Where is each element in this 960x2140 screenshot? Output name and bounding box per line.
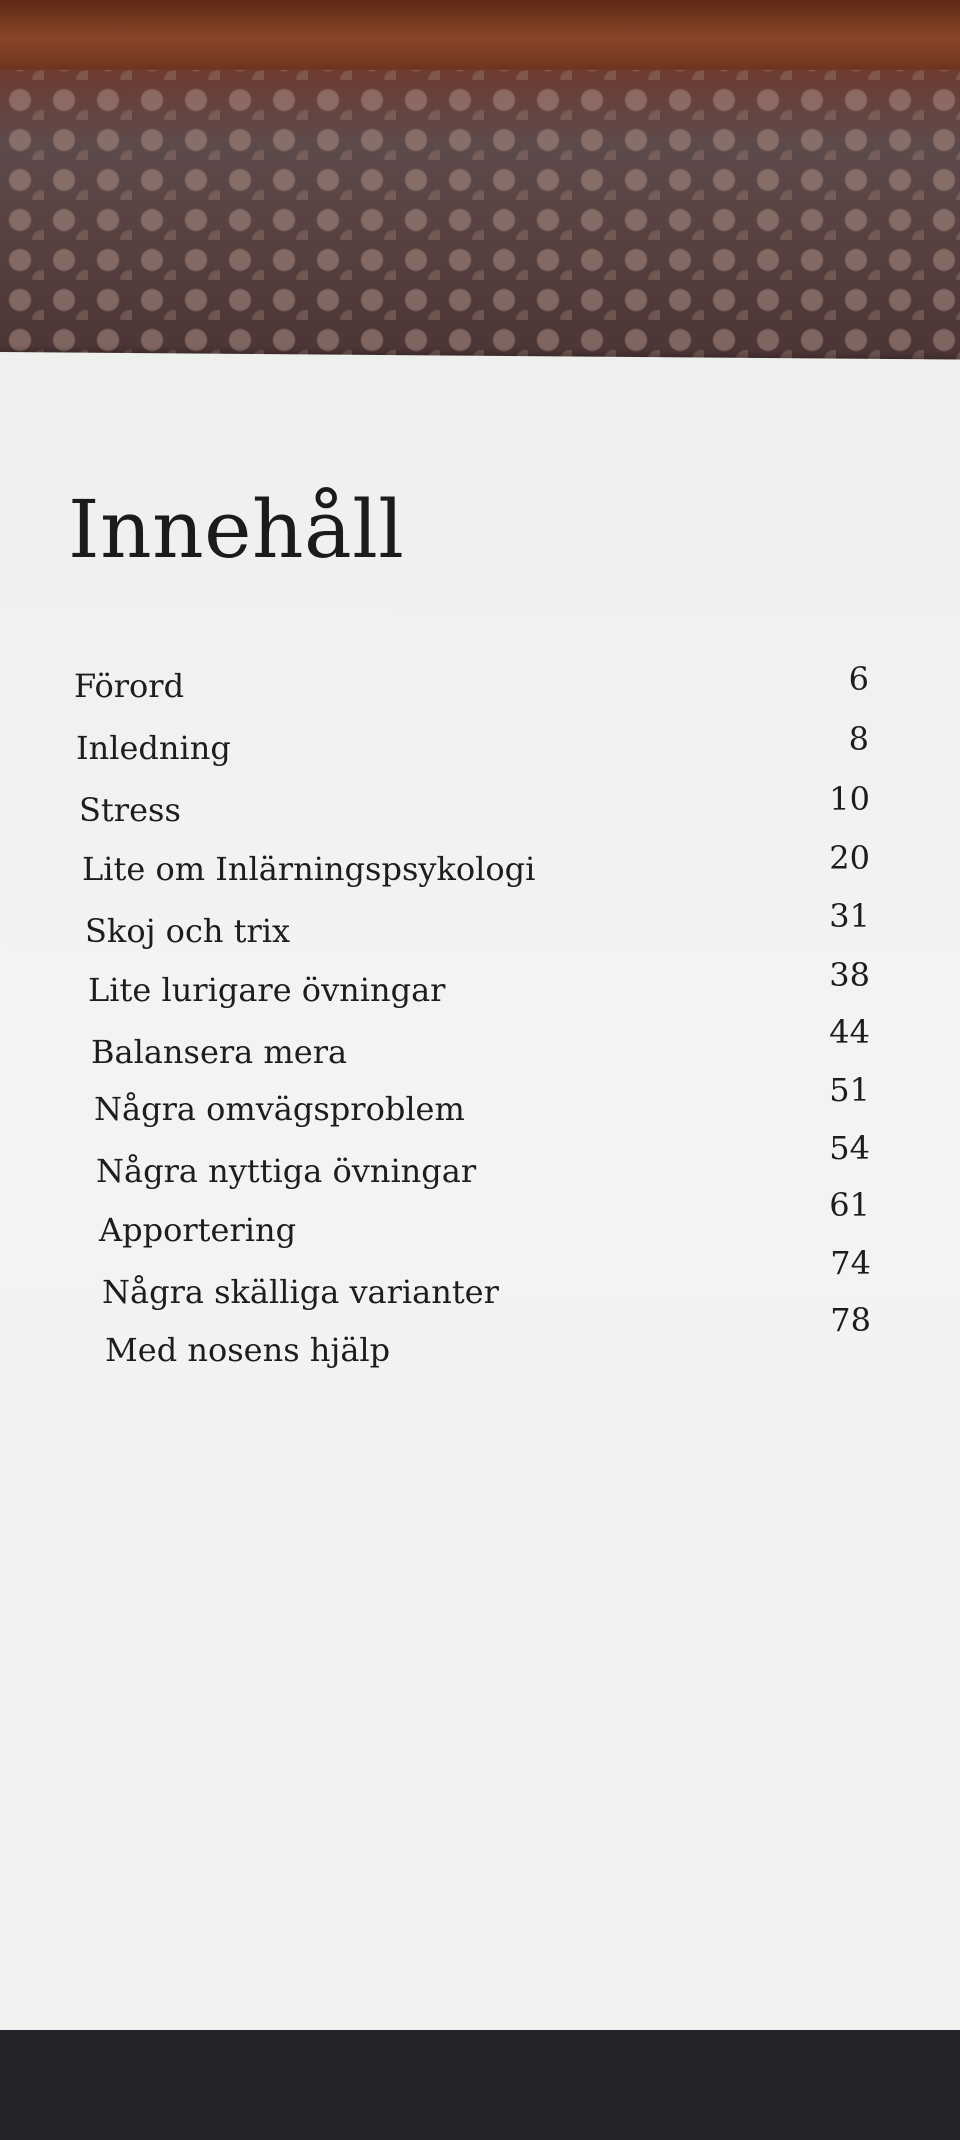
toc-entry-page: 74: [830, 1244, 871, 1282]
wooden-surface: [0, 0, 960, 70]
toc-entry-page: 38: [829, 956, 870, 994]
toc-entry-label: Inledning: [76, 729, 231, 767]
toc-entry-label: Balansera mera: [91, 1033, 348, 1071]
toc-entry-page: 78: [830, 1301, 871, 1339]
toc-entry-label: Stress: [79, 791, 181, 829]
toc-entry-page: 61: [829, 1186, 870, 1224]
page-title: Innehåll: [68, 483, 405, 576]
toc-entry-page: 8: [848, 720, 869, 758]
toc-entry-page: 54: [829, 1129, 870, 1167]
toc-entry-label: Med nosens hjälp: [105, 1331, 391, 1369]
toc-entry-label: Några skälliga varianter: [102, 1273, 499, 1311]
toc-entry-label: Förord: [74, 667, 185, 705]
dark-background: [0, 2030, 960, 2140]
toc-entry-label: Lite om Inlärningspsykologi: [82, 850, 536, 888]
background-knit-fabric: [0, 0, 960, 360]
toc-entry-label: Skoj och trix: [85, 912, 291, 950]
toc-entry-label: Några nyttiga övningar: [96, 1152, 477, 1190]
toc-entry-page: 51: [829, 1071, 870, 1109]
toc-entry-page: 10: [829, 780, 870, 818]
toc-entry-page: 44: [829, 1013, 870, 1051]
toc-entry-page: 20: [829, 839, 870, 877]
toc-entry-label: Några omvägsproblem: [94, 1090, 465, 1128]
toc-entry-page: 6: [848, 660, 869, 698]
toc-entry-label: Lite lurigare övningar: [88, 971, 446, 1009]
toc-entry-page: 31: [829, 897, 870, 935]
toc-entry-label: Apportering: [99, 1211, 297, 1249]
